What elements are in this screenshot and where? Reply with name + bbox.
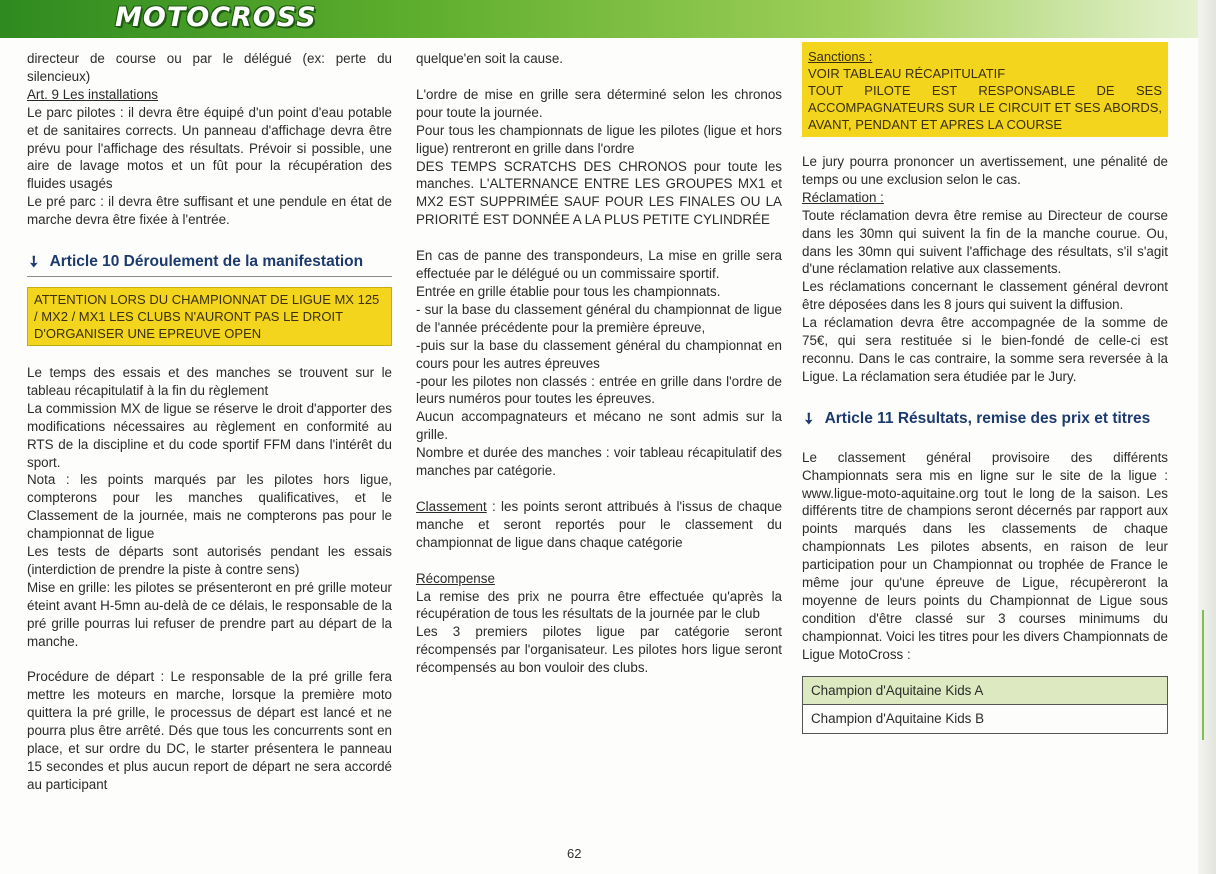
paragraph: Procédure de départ : Le responsable de la pré grille fera mettre les moteurs en marche, lorsque la première moto quittera la pré grille, le processus de départ est lancé et ne pourra plus être arrêté. Dés que tous les concurrents sont en place, et sur ordre du DC, le starter présentera le panneau 15 secondes et plus aucun report de départ ne sera accordé au participant [27,669,392,792]
titles-table [802,676,1168,735]
article-title: Article 10 Déroulement de la manifestation [49,253,364,271]
paragraph: Pour tous les championnats de ligue les pilotes (ligue et hors ligue) rentreront en grille dans l'ordre [416,122,782,156]
arrow-icon: ➘ [23,251,45,273]
page-header-banner [0,0,1216,38]
paragraph: Nota : les points marqués par les pilotes hors ligue, compterons pour les manches qualificatives, et le Classement de la journée, mais ne compterons pas pour le championnat de ligue [27,472,392,542]
paragraph: Les tests de départs sont autorisés pendant les essais (interdiction de prendre la piste à contre sens) [27,544,392,577]
recompense-label: Récompense [416,570,495,586]
paragraph: -puis sur la base du classement général du championnat en cours pour les autres épreuves [416,337,782,371]
column-middle [416,50,782,677]
paragraph: - sur la base du classement général du championnat de ligue de l'année précédente pour la première épreuve, [416,301,782,335]
article-heading-10 [23,251,392,277]
page-header-title: MOTOCROSS [115,2,317,33]
paragraph: Les 3 premiers pilotes ligue par catégorie seront récompensés par l'organisateur. Les pilotes hors ligue seront récompensés au bon vouloir des clubs. [416,624,782,676]
page-number: 62 [567,846,582,861]
table-row: Champion d'Aquitaine Kids B [811,711,985,727]
sanctions-box [802,42,1168,137]
paragraph: L'ordre de mise en grille sera déterminé selon les chronos pour toute la journée. [416,86,782,120]
classement-text: : les points seront attribués à l'issus de chaque manche et seront reportés pour le classement du championnat de ligue dans chaque catégorie [416,498,782,550]
paragraph: Mise en grille: les pilotes se présenteront en pré grille moteur éteint avant H-5mn au-delà de ce délais, le responsable de la pré grille pourras lui refuser de prendre part au départ de la manche. [27,579,392,649]
page-edge [1198,0,1216,874]
paragraph: La commission MX de ligue se réserve le droit d'apporter des modifications nécessaires au règlement en conformité au RTS de la discipline et du code sportif FFM dans l'intérêt du sport. [27,400,392,470]
paragraph-classement [416,498,782,552]
arrow-icon: ➘ [798,407,820,429]
article-title: Article 11 Résultats, remise des prix et titres [824,409,1151,427]
paragraph: -pour les pilotes non classés : entrée en grille dans l'ordre de leurs numéros pour toutes les épreuves. [416,373,782,407]
paragraph: Le temps des essais et des manches se trouvent sur le tableau récapitulatif à la fin du règlement [27,364,392,398]
paragraph: quelque'en soit la cause. [416,51,563,66]
paragraph: En cas de panne des transpondeurs, La mise en grille sera effectuée par le délégué ou un commissaire sportif. [416,248,782,282]
column-right [798,42,1168,734]
paragraph: Toute réclamation devra être remise au Directeur de course dans les 30mn qui suivent la fin de la manche courue. Ou, dans les 30mn qui suivent l'affichage des résultats, s'il s'agit d'une réclamation relative aux classements. [802,207,1168,277]
classement-label: Classement [416,498,487,514]
edge-mark [1202,610,1204,740]
paragraph: Aucun accompagnateurs et mécano ne sont admis sur la grille. [416,409,782,443]
paragraph: Entrée en grille établie pour tous les championnats. [416,283,721,299]
article-heading-11 [798,407,1168,433]
paragraph: Le classement général provisoire des différents Championnats sera mis en ligne sur le site de la ligue : www.ligue-moto-aquitaine.org tout le long de la saison. Les différents titre de champions seront décernés par rapport aux points marqués dans les classements de chaque championnats Les pilotes absents, en raison de leur participation pour un Championnat ou trophée de France le même jour qu'une épreuve de Ligue, récupèreront la moyenne de leurs points du Championnat de Ligue sous condition d'être classé sur 3 courses minimums du championnat. Voici les titres pour les divers Championnats de Ligue MotoCross : [802,449,1168,662]
paragraph: Les réclamations concernant le classement général devront être déposées dans les 8 jours qui suivent la diffusion. [802,279,1168,313]
notice-box: ATTENTION LORS DU CHAMPIONNAT DE LIGUE MX 125 / MX2 / MX1 LES CLUBS N'AURONT PAS LE DROIT D'ORGANISER UNE EPREUVE OPEN [27,287,392,346]
reclamation-label: Réclamation : [802,189,884,205]
paragraph: Le parc pilotes : il devra être équipé d'un point d'eau potable et de sanitaires corrects. Un panneau d'affichage devra être prévu pour l'affichage des résultats. Prévoir si possible, une aire de lavage motos et un fût pour la récupération des fluides usagés [27,104,392,192]
paragraph: directeur de course ou par le délégué (ex: perte du silencieux) [27,51,392,84]
paragraph: La réclamation devra être accompagnée de la somme de 75€, qui sera restituée si le bien-fondé de celle-ci est reconnu. Dans le cas contraire, la somme sera reversée à la Ligue. La réclamation sera étudiée par le Jury. [802,315,1168,384]
sanctions-label: Sanctions : [808,49,873,64]
paragraph: Le pré parc : il devra être suffisant et une pendule en état de marche devra être fixée à l'entrée. [27,194,392,228]
paragraph: La remise des prix ne pourra être effectuée qu'après la récupération de tous les résultats de la journée par le club [416,588,782,622]
paragraph: Nombre et durée des manches : voir tableau récapitulatif des manches par catégorie. [416,445,782,479]
paragraph: DES TEMPS SCRATCHS DES CHRONOS pour toute les manches. L'ALTERNANCE ENTRE LES GROUPES MX1 et MX2 EST SUPPRIMÉE SAUF POUR LES FINALES OU LA PRIORITÉ EST DONNÉE A LA PLUS PETITE CYLINDRÉE [416,158,782,228]
paragraph: Le jury pourra prononcer un avertissement, une pénalité de temps ou une exclusion selon le cas. [802,154,1168,187]
sanctions-line: VOIR TABLEAU RÉCAPITULATIF [808,66,1006,81]
table-row: Champion d'Aquitaine Kids A [803,677,1167,706]
section-heading-art9: Art. 9 Les installations [27,86,158,102]
sanctions-line: TOUT PILOTE EST RESPONSABLE DE SES ACCOMPAGNATEURS SUR LE CIRCUIT ET SES ABORDS, AVANT, PENDANT ET APRES LA COURSE [808,83,1162,132]
column-left [23,50,392,794]
